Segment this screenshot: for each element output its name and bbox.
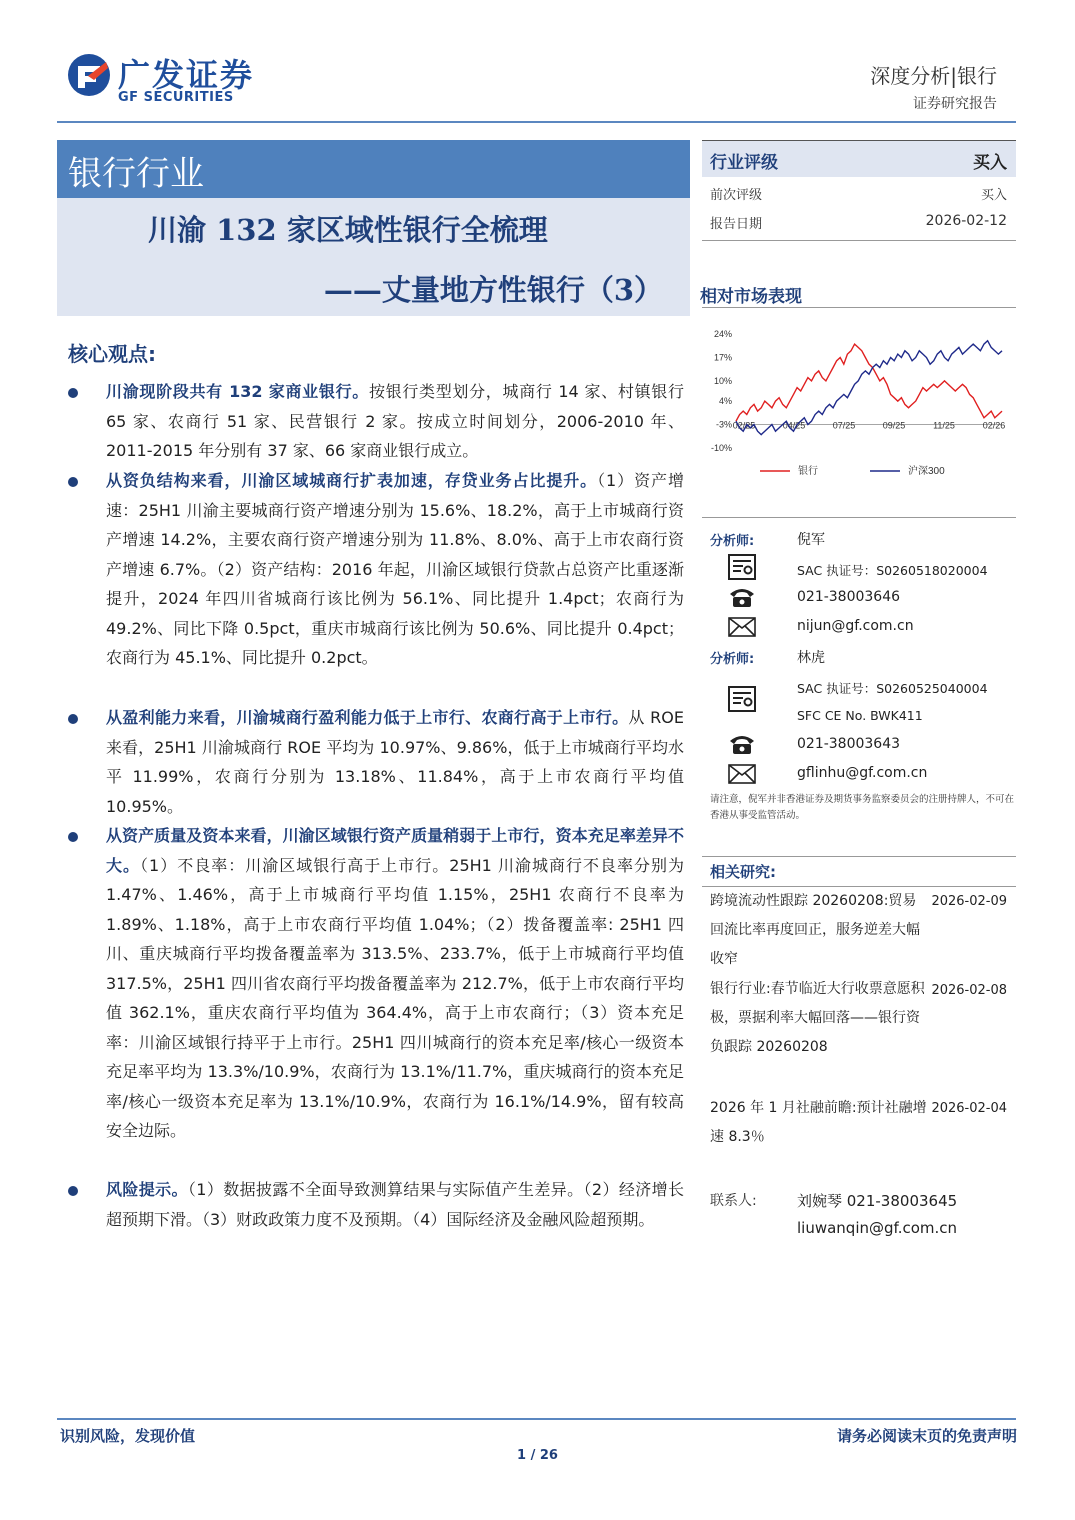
sac-number: S0260518020004 bbox=[876, 563, 988, 578]
analyst-phone: 021-38003646 bbox=[797, 589, 901, 605]
bullet-icon bbox=[68, 477, 78, 487]
contact-name-phone: 刘婉琴 021-38003645 bbox=[797, 1192, 958, 1210]
core-point-2 bbox=[106, 466, 684, 673]
prev-rating-label: 前次评级 bbox=[710, 188, 763, 203]
x-tick-label: 11/25 bbox=[933, 420, 955, 431]
analyst-email: gflinhu@gf.com.cn bbox=[797, 765, 928, 781]
phone-icon bbox=[728, 733, 756, 755]
y-tick-label: -10% bbox=[710, 443, 732, 453]
point-body: （1）数据披露不全面导致测算结果与实际值产生差异。（2）经济增长超预期下滑。（3）财政政策力度不及预期。（4）国际经济及金融风险超预期。 bbox=[106, 1180, 684, 1229]
x-tick-label: 02/26 bbox=[982, 420, 1006, 431]
report-date-label: 报告日期 bbox=[710, 217, 763, 232]
point-lead: 从盈利能力来看，川渝城商行盈利能力低于上市行、农商行高于上市行。 bbox=[106, 708, 629, 727]
analyst-phone: 021-38003643 bbox=[797, 736, 901, 752]
email-icon bbox=[728, 617, 756, 637]
related-item-title[interactable]: 跨境流动性跟踪 20260208:贸易回流比率再度回正，服务逆差大幅收窄 bbox=[710, 893, 920, 967]
analyst-role: 分析师: bbox=[710, 534, 755, 549]
prev-rating-value: 买入 bbox=[980, 188, 1007, 203]
y-tick-label: 17% bbox=[713, 352, 732, 363]
page-number: 1 / 26 bbox=[517, 1448, 558, 1463]
y-tick-label: 10% bbox=[713, 375, 732, 386]
related-item-title[interactable]: 2026 年 1 月社融前瞻:预计社融增速 8.3％ bbox=[710, 1100, 927, 1145]
contact-email[interactable]: liuwanqin@gf.com.cn bbox=[797, 1219, 958, 1237]
point-body: 从 ROE 来看，25H1 川渝城商行 ROE 平均为 10.97%、9.86%，低于上市城商行平均水平 11.99%，农商行分别为 13.18%、11.84%，高于上市农商行平均值 10.95%。 bbox=[106, 708, 684, 816]
certificate-icon bbox=[728, 554, 756, 580]
analyst-role: 分析师: bbox=[710, 652, 755, 667]
header-divider bbox=[57, 121, 1016, 123]
market-heading: 相对市场表现 bbox=[700, 287, 802, 307]
industry-title: 银行行业 bbox=[68, 154, 204, 194]
y-tick-label: -3% bbox=[715, 419, 732, 430]
analyst-name: 倪军 bbox=[797, 532, 825, 548]
series-line bbox=[736, 341, 1002, 435]
point-lead: 风险提示。 bbox=[106, 1180, 188, 1199]
core-point-4 bbox=[106, 821, 684, 1146]
logo-english: GF SECURITIES bbox=[118, 90, 234, 105]
relative-performance-chart bbox=[702, 322, 1016, 482]
contact-label: 联系人: bbox=[710, 1193, 757, 1209]
legend-label: 沪深300 bbox=[908, 466, 945, 477]
point-body: （1）不良率：川渝区域银行高于上市行。25H1 川渝城商行不良率分别为 1.47%、1.46%，高于上市城商行平均值 1.15%，25H1 农商行不良率为 1.89%、1.18%，高于上市农商行平均值 1.04%；（2）拨备覆盖率: 25H1 四川、重庆城商行平均拨备覆盖率为 313.5%、233.7%，低于上市城商行平均值 317.5%，25H1 四川省农商行平均拨备覆盖率为 212.7%，低于上市农商行平均值 362.1%，重庆农商行平均值为 364.4%，高于上市农商行；（3）资本充足率：川渝区域银行持平于上市行。25H1 四川城商行的资本充足率/核心一级资本充足率平均为 13.3%/10.9%，农商行为 13.1%/11.7%，重庆城商行的资本充足率/核心一级资本充足率为 13.1%/10.9%，农商行为 16.1%/14.9%，留有较高安全边际。 bbox=[106, 855, 684, 1140]
report-type: 深度分析|银行 bbox=[870, 64, 997, 88]
x-tick-label: 09/25 bbox=[882, 420, 906, 431]
core-views-heading: 核心观点: bbox=[68, 342, 156, 366]
point-lead: 川渝现阶段共有 132 家商业银行。 bbox=[106, 382, 369, 401]
rating-bottom-rule bbox=[702, 240, 1016, 241]
core-point-5 bbox=[106, 1175, 684, 1234]
sac-label: SAC 执证号： bbox=[797, 563, 877, 578]
related-heading: 相关研究: bbox=[710, 863, 776, 881]
y-tick-label: 4% bbox=[718, 396, 732, 407]
core-point-3 bbox=[106, 703, 684, 821]
footer-divider bbox=[57, 1418, 1016, 1420]
legend-label: 银行 bbox=[798, 466, 818, 477]
market-rule bbox=[702, 307, 1016, 308]
analyst-sfc: SFC CE No. BWK411 bbox=[797, 708, 923, 723]
sac-number: S0260525040004 bbox=[876, 681, 988, 696]
bullet-icon bbox=[68, 832, 78, 842]
email-icon bbox=[728, 764, 756, 784]
point-lead: 从资负结构来看，川渝区域城商行扩表加速，存贷业务占比提升。 bbox=[106, 471, 598, 490]
analyst-sac bbox=[797, 561, 988, 579]
logo-text: 广发证券 bbox=[118, 56, 255, 94]
rating-label: 行业评级 bbox=[710, 153, 778, 173]
point-lead: 从资产质量及资本来看，川渝区域银行资产质量稍弱于上市行，资本充足率差异不大。 bbox=[106, 826, 684, 875]
sac-label: SAC 执证号： bbox=[797, 681, 877, 696]
bullet-icon bbox=[68, 714, 78, 724]
analyst-name: 林虎 bbox=[797, 650, 825, 666]
report-subtype: 证券研究报告 bbox=[913, 96, 997, 112]
point-body: （1）资产增速：25H1 川渝主要城商行资产增速分别为 15.6%、18.2%，高于上市城商行资产增速 14.2%，主要农商行资产增速分别为 11.8%、8.0%、高于上市农商行资产增速 6.7%。（2）资产结构：2016 年起，川渝区域银行贷款占总资产比重逐渐提升，2024 年四川省城商行该比例为 56.1%、同比提升 1.4pct；农商行为 49.2%、同比下降 0.5pct，重庆市城商行该比例为 50.6%、同比提升 0.4pct；农商行为 45.1%、同比提升 0.2pct。 bbox=[106, 471, 684, 667]
x-tick-label: 07/25 bbox=[832, 420, 856, 431]
footer-disclaimer[interactable]: 请务必阅读末页的免责声明 bbox=[836, 1427, 1017, 1445]
point-body: 按银行类型划分，城商行 14 家、村镇银行 65 家、农商行 51 家、民营银行 2 家。按成立时间划分，2006-2010 年、2011-2015 年分别有 37 家、66 家商业银行成立。 bbox=[106, 382, 684, 460]
related-top-rule bbox=[702, 856, 1016, 857]
phone-icon bbox=[728, 586, 756, 608]
related-item-date: 2026-02-04 bbox=[931, 1101, 1007, 1116]
related-item-title[interactable]: 银行行业:春节临近大行收票意愿积极，票据利率大幅回落——银行资负跟踪 20260208 bbox=[710, 981, 925, 1055]
y-tick-label: 24% bbox=[713, 329, 732, 339]
related-item-date: 2026-02-09 bbox=[931, 894, 1007, 909]
x-tick-label: 04/25 bbox=[782, 420, 806, 431]
analyst-email: nijun@gf.com.cn bbox=[797, 618, 914, 634]
footer-slogan: 识别风险，发现价值 bbox=[60, 1427, 196, 1445]
gf-logo-icon bbox=[66, 52, 112, 98]
certificate-icon bbox=[728, 686, 756, 712]
bullet-icon bbox=[68, 388, 78, 398]
analyst-sac bbox=[797, 679, 988, 697]
report-subtitle: ——丈量地方性银行（3） bbox=[323, 273, 663, 307]
series-line bbox=[736, 344, 1002, 421]
rating-value: 买入 bbox=[973, 153, 1007, 173]
core-point-1 bbox=[106, 377, 684, 466]
report-date-value: 2026-02-12 bbox=[925, 213, 1007, 229]
x-tick-label: 02/25 bbox=[732, 420, 756, 431]
analyst-top-rule bbox=[702, 517, 1016, 518]
related-item-date: 2026-02-08 bbox=[931, 983, 1007, 998]
regulatory-notice: 请注意，倪军并非香港证券及期货事务监察委员会的注册持牌人，不可在香港从事受监管活动。 bbox=[710, 794, 1015, 821]
report-title: 川渝 132 家区域性银行全梳理 bbox=[148, 213, 548, 247]
bullet-icon bbox=[68, 1186, 78, 1196]
